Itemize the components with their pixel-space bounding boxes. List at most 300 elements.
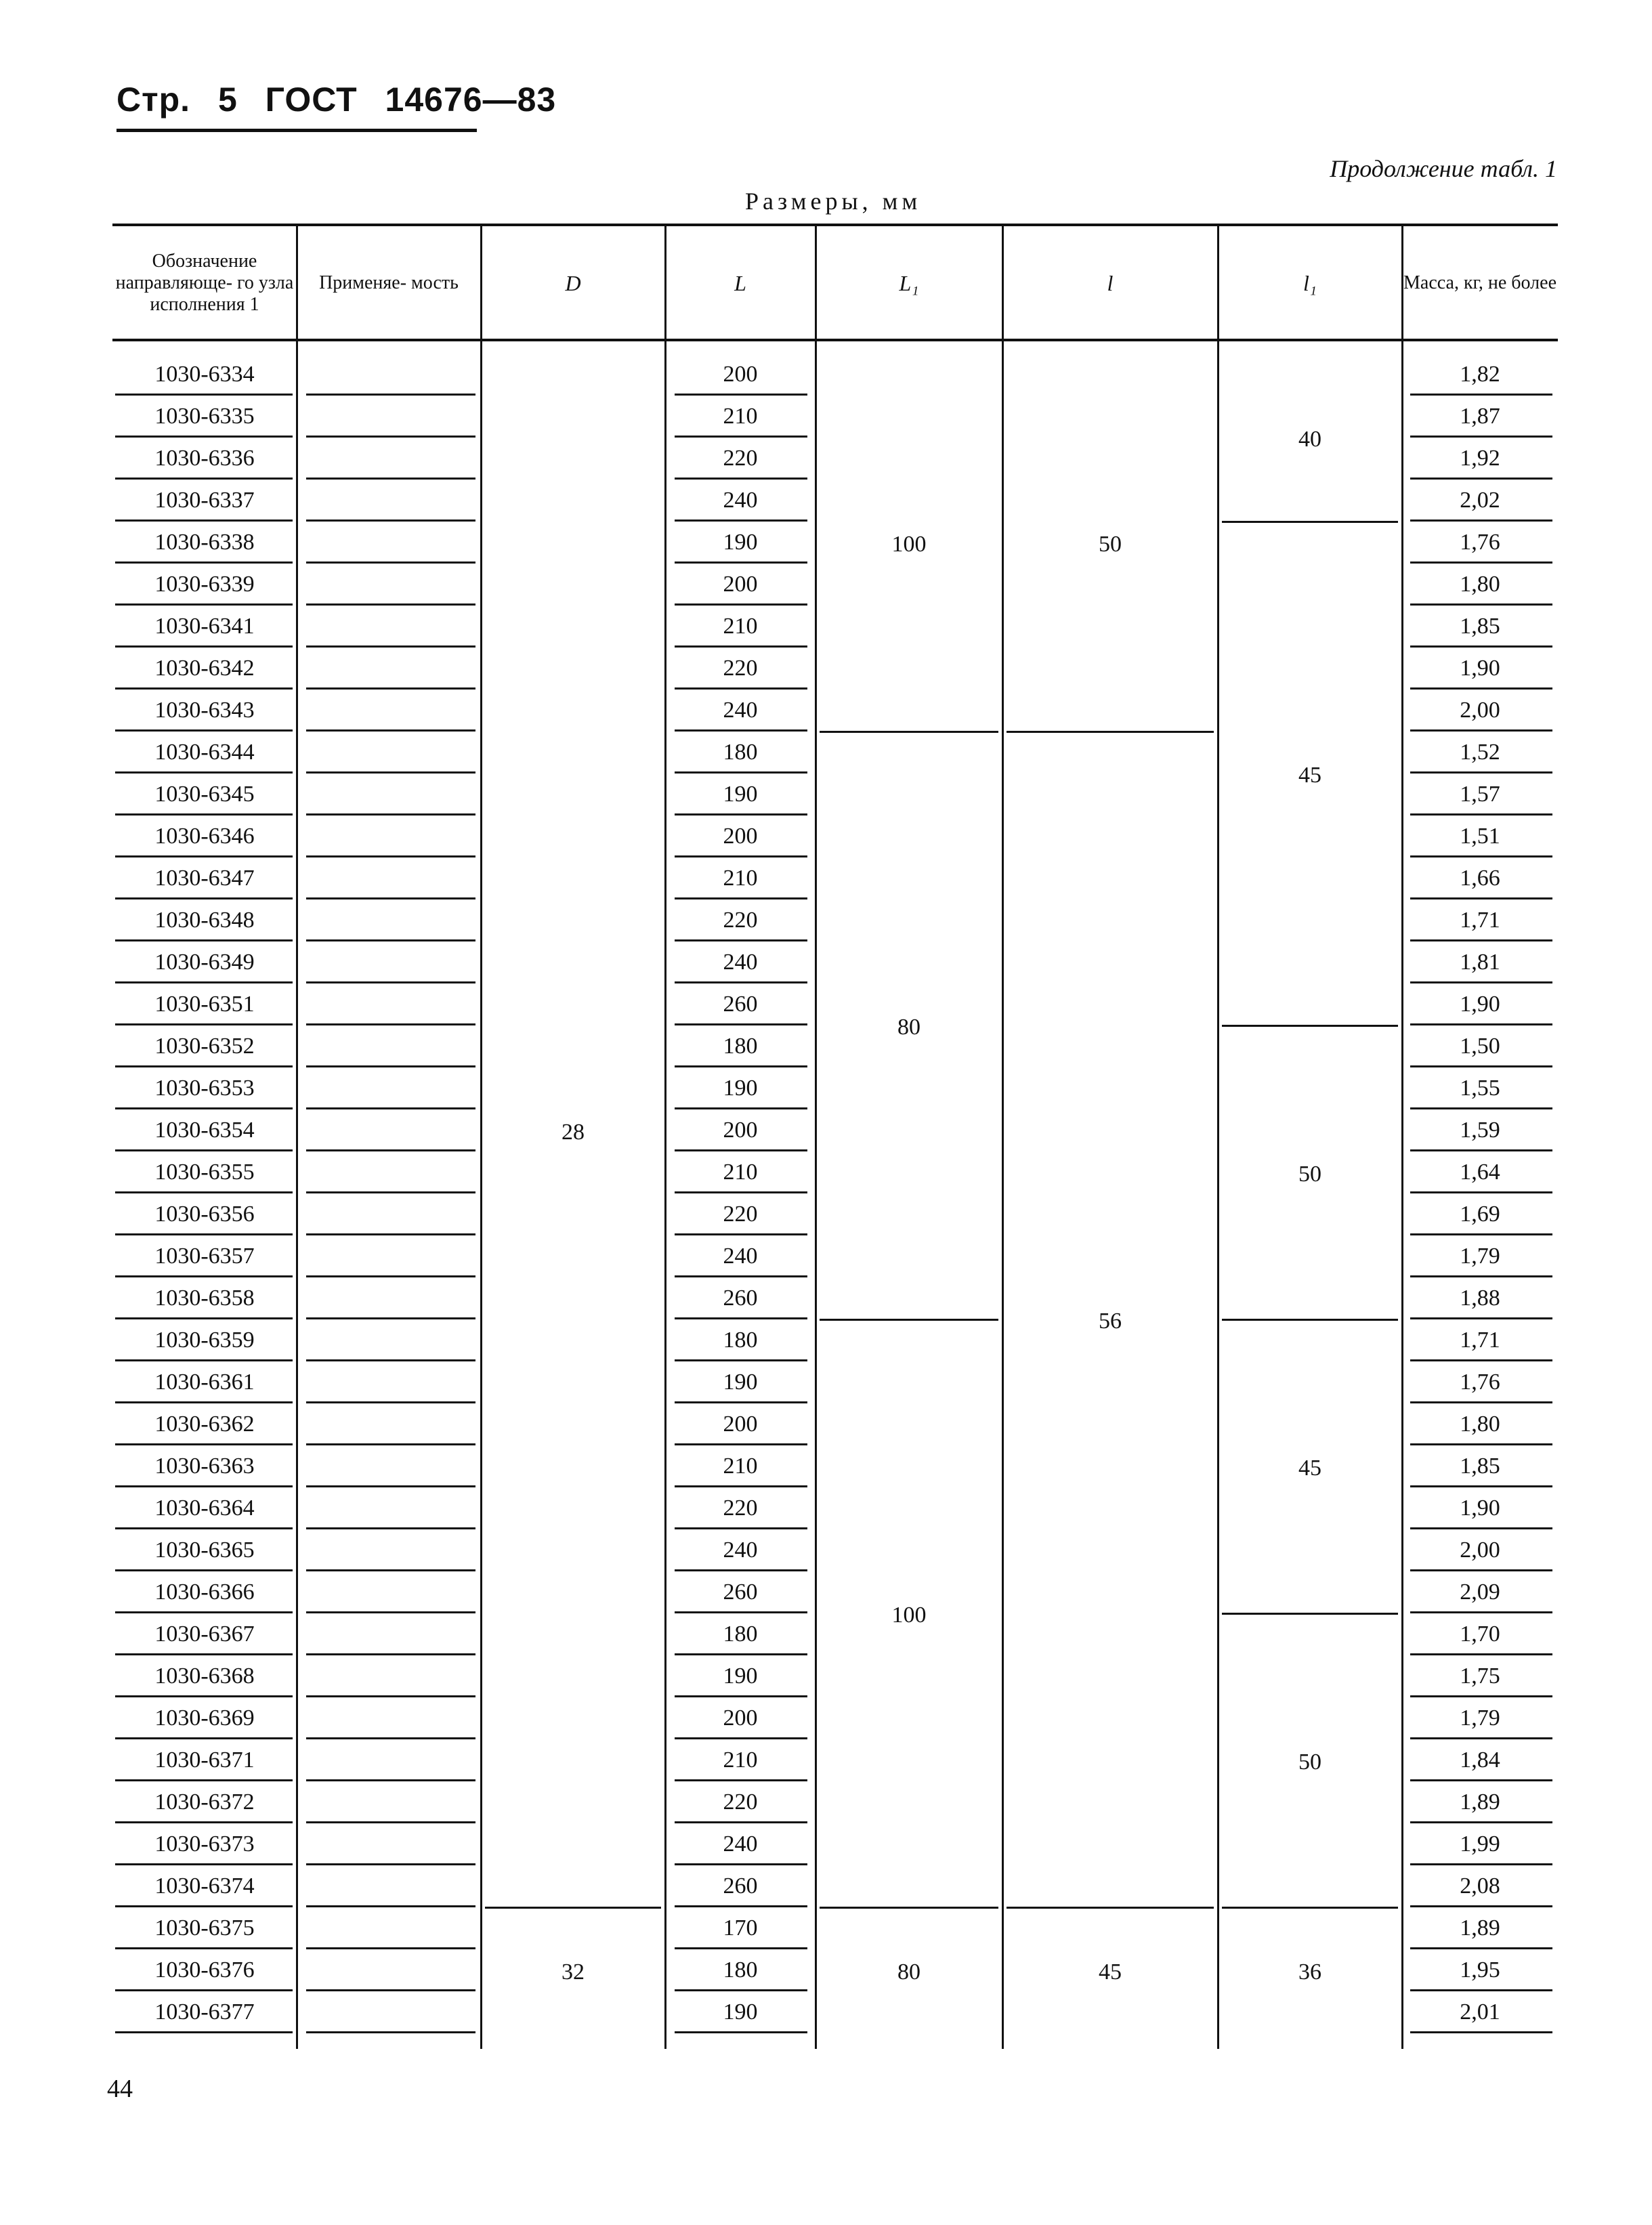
table-top-rule [112, 224, 1558, 226]
row-rule [675, 645, 807, 648]
row-rule [115, 729, 293, 732]
row-rule [115, 771, 293, 774]
mass-cell: 1,81 [1460, 950, 1500, 975]
applicability-cell [306, 436, 475, 438]
row-rule [1410, 645, 1552, 648]
row-rule [1410, 1317, 1552, 1319]
applicability-cell [306, 981, 475, 983]
row-rule [675, 1695, 807, 1697]
mass-cell: 1,90 [1460, 656, 1500, 681]
row-rule [115, 2031, 293, 2033]
mass-cell: 1,57 [1460, 782, 1500, 807]
row-rule [675, 2031, 807, 2033]
L-cell: 210 [723, 404, 758, 429]
row-rule [1410, 1023, 1552, 1025]
row-rule [115, 394, 293, 396]
L-cell: 260 [723, 1873, 758, 1899]
mass-cell: 1,59 [1460, 1118, 1500, 1143]
row-rule [115, 1863, 293, 1865]
row-rule [675, 436, 807, 438]
row-rule [675, 1443, 807, 1445]
row-rule [115, 645, 293, 648]
L-cell: 220 [723, 1496, 758, 1521]
designation-cell: 1030-6355 [154, 1160, 255, 1185]
row-rule [1410, 1695, 1552, 1697]
col-header-applicability: Применяе- мость [319, 272, 459, 293]
applicability-cell [306, 855, 475, 857]
mass-cell: 2,08 [1460, 1873, 1500, 1899]
row-rule [675, 1569, 807, 1571]
designation-cell: 1030-6334 [154, 362, 255, 387]
mass-cell: 1,92 [1460, 446, 1500, 471]
row-rule [1410, 1989, 1552, 1991]
designation-cell: 1030-6344 [154, 740, 255, 765]
l-group-cell: 56 [1099, 1309, 1122, 1334]
applicability-cell [306, 1401, 475, 1403]
applicability-cell [306, 771, 475, 774]
l1-group-cell: 40 [1298, 427, 1321, 452]
col-header-D: D [565, 271, 581, 295]
row-rule [1410, 1191, 1552, 1193]
mass-cell: 1,50 [1460, 1034, 1500, 1059]
row-rule [675, 813, 807, 815]
designation-cell: 1030-6356 [154, 1202, 255, 1227]
designation-cell: 1030-6376 [154, 1957, 255, 1983]
row-rule [115, 1527, 293, 1529]
row-rule [1410, 1359, 1552, 1361]
mass-cell: 1,64 [1460, 1160, 1500, 1185]
applicability-cell [306, 1149, 475, 1151]
l1-group-rule [1222, 521, 1398, 523]
applicability-cell [306, 813, 475, 815]
header-bottom-rule [112, 339, 1558, 341]
l1-group-rule [1222, 1907, 1398, 1909]
row-rule [675, 729, 807, 732]
mass-cell: 1,76 [1460, 1370, 1500, 1395]
row-rule [675, 897, 807, 899]
row-rule [115, 1485, 293, 1487]
designation-cell: 1030-6351 [154, 992, 255, 1017]
row-rule [115, 1989, 293, 1991]
row-rule [115, 520, 293, 522]
L1-group-cell: 100 [891, 1603, 927, 1628]
row-rule [115, 1191, 293, 1193]
row-rule [115, 1569, 293, 1571]
mass-cell: 2,09 [1460, 1580, 1500, 1605]
applicability-cell [306, 1905, 475, 1907]
designation-cell: 1030-6369 [154, 1705, 255, 1731]
designation-cell: 1030-6377 [154, 1999, 255, 2025]
designation-cell: 1030-6371 [154, 1747, 255, 1773]
L1-group-rule [820, 1319, 998, 1321]
row-rule [115, 1359, 293, 1361]
row-rule [1410, 1275, 1552, 1277]
designation-cell: 1030-6348 [154, 908, 255, 933]
row-rule [115, 1779, 293, 1781]
row-rule [675, 1275, 807, 1277]
page-label: Стр. [117, 81, 191, 119]
col-header-designation: Обозначение направляюще- го узла исполнения 1 [115, 251, 294, 315]
mass-cell: 1,71 [1460, 1328, 1500, 1353]
l1-group-rule [1222, 1025, 1398, 1027]
row-rule [675, 561, 807, 564]
row-rule [115, 1401, 293, 1403]
l1-group-cell: 45 [1298, 1456, 1321, 1481]
row-rule [115, 939, 293, 941]
row-rule [1410, 1821, 1552, 1823]
row-rule [1410, 1107, 1552, 1109]
L-cell: 180 [723, 1957, 758, 1983]
row-rule [675, 1611, 807, 1613]
row-rule [675, 1863, 807, 1865]
dimensions-caption: Размеры, мм [745, 188, 922, 215]
applicability-cell [306, 1527, 475, 1529]
designation-cell: 1030-6362 [154, 1412, 255, 1437]
L-cell: 180 [723, 1622, 758, 1647]
col-header-L: L [734, 271, 746, 295]
row-rule [675, 394, 807, 396]
applicability-cell [306, 1653, 475, 1655]
applicability-cell [306, 1947, 475, 1949]
row-rule [1410, 1233, 1552, 1235]
applicability-cell [306, 2031, 475, 2033]
col-header-l: l [1107, 271, 1114, 295]
row-rule [675, 981, 807, 983]
designation-cell: 1030-6368 [154, 1664, 255, 1689]
row-rule [675, 1359, 807, 1361]
row-rule [115, 687, 293, 690]
designation-cell: 1030-6366 [154, 1580, 255, 1605]
col-header-mass: Масса, кг, не более [1403, 272, 1556, 293]
mass-cell: 1,85 [1460, 614, 1500, 639]
applicability-cell [306, 1779, 475, 1781]
mass-cell: 1,75 [1460, 1664, 1500, 1689]
row-rule [675, 520, 807, 522]
row-rule [675, 687, 807, 690]
l1-group-cell: 36 [1298, 1959, 1321, 1985]
applicability-cell [306, 645, 475, 648]
L-cell: 210 [723, 1747, 758, 1773]
L-cell: 220 [723, 446, 758, 471]
l-group-cell: 45 [1099, 1959, 1122, 1985]
header-rule [117, 129, 477, 132]
applicability-cell [306, 687, 475, 690]
row-rule [115, 561, 293, 564]
row-rule [675, 1527, 807, 1529]
applicability-cell [306, 1821, 475, 1823]
row-rule [1410, 1611, 1552, 1613]
mass-cell: 1,70 [1460, 1622, 1500, 1647]
applicability-cell [306, 1611, 475, 1613]
row-rule [115, 1611, 293, 1613]
row-rule [675, 603, 807, 606]
applicability-cell [306, 1065, 475, 1067]
applicability-cell [306, 1485, 475, 1487]
row-rule [115, 1653, 293, 1655]
applicability-cell [306, 939, 475, 941]
designation-cell: 1030-6349 [154, 950, 255, 975]
row-rule [115, 1023, 293, 1025]
row-rule [1410, 603, 1552, 606]
applicability-cell [306, 1317, 475, 1319]
mass-cell: 1,76 [1460, 530, 1500, 555]
col-header-l1: l₁ [1302, 271, 1317, 295]
designation-cell: 1030-6335 [154, 404, 255, 429]
mass-cell: 1,80 [1460, 572, 1500, 597]
l-group-rule [1007, 731, 1214, 733]
applicability-cell [306, 1695, 475, 1697]
applicability-cell [306, 394, 475, 396]
row-rule [675, 1233, 807, 1235]
row-rule [675, 1065, 807, 1067]
row-rule [675, 1779, 807, 1781]
designation-cell: 1030-6343 [154, 698, 255, 723]
row-rule [115, 1107, 293, 1109]
designation-cell: 1030-6364 [154, 1496, 255, 1521]
mass-cell: 1,88 [1460, 1286, 1500, 1311]
row-rule [115, 1443, 293, 1445]
applicability-cell [306, 1989, 475, 1991]
row-rule [1410, 1779, 1552, 1781]
designation-cell: 1030-6342 [154, 656, 255, 681]
designation-cell: 1030-6373 [154, 1831, 255, 1857]
row-rule [1410, 729, 1552, 732]
designation-cell: 1030-6363 [154, 1454, 255, 1479]
L-cell: 210 [723, 1454, 758, 1479]
mass-cell: 1,95 [1460, 1957, 1500, 1983]
L-cell: 200 [723, 362, 758, 387]
row-rule [1410, 394, 1552, 396]
applicability-cell [306, 1023, 475, 1025]
applicability-cell [306, 1359, 475, 1361]
L-cell: 190 [723, 1370, 758, 1395]
D-group-cell: 28 [562, 1120, 585, 1145]
row-rule [1410, 939, 1552, 941]
L1-group-rule [820, 1907, 998, 1909]
col-header-L1: L₁ [899, 271, 919, 295]
row-rule [1410, 687, 1552, 690]
designation-cell: 1030-6339 [154, 572, 255, 597]
l-group-rule [1007, 1907, 1214, 1909]
L-cell: 210 [723, 866, 758, 891]
L-cell: 240 [723, 488, 758, 513]
row-rule [675, 1401, 807, 1403]
designation-cell: 1030-6367 [154, 1622, 255, 1647]
L-cell: 260 [723, 1580, 758, 1605]
L-cell: 180 [723, 740, 758, 765]
mass-cell: 1,69 [1460, 1202, 1500, 1227]
designation-cell: 1030-6338 [154, 530, 255, 555]
L-cell: 180 [723, 1034, 758, 1059]
L-cell: 170 [723, 1915, 758, 1941]
row-rule [1410, 981, 1552, 983]
row-rule [675, 1947, 807, 1949]
applicability-cell [306, 897, 475, 899]
L-cell: 220 [723, 1789, 758, 1815]
L-cell: 260 [723, 1286, 758, 1311]
row-rule [675, 855, 807, 857]
row-rule [1410, 897, 1552, 899]
mass-cell: 1,89 [1460, 1915, 1500, 1941]
L-cell: 190 [723, 530, 758, 555]
D-group-rule [485, 1907, 661, 1909]
designation-cell: 1030-6337 [154, 488, 255, 513]
mass-cell: 1,51 [1460, 824, 1500, 849]
row-rule [1410, 2031, 1552, 2033]
designation-cell: 1030-6361 [154, 1370, 255, 1395]
row-rule [675, 1485, 807, 1487]
L-cell: 220 [723, 1202, 758, 1227]
L-cell: 190 [723, 1664, 758, 1689]
row-rule [1410, 1401, 1552, 1403]
mass-cell: 1,79 [1460, 1244, 1500, 1269]
row-rule [1410, 1149, 1552, 1151]
mass-cell: 1,55 [1460, 1076, 1500, 1101]
row-rule [115, 478, 293, 480]
L-cell: 220 [723, 656, 758, 681]
designation-cell: 1030-6353 [154, 1076, 255, 1101]
row-rule [675, 771, 807, 774]
designation-cell: 1030-6336 [154, 446, 255, 471]
mass-cell: 2,00 [1460, 1538, 1500, 1563]
designation-cell: 1030-6359 [154, 1328, 255, 1353]
row-rule [1410, 1527, 1552, 1529]
row-rule [1410, 1065, 1552, 1067]
l1-group-rule [1222, 1613, 1398, 1615]
L-cell: 240 [723, 1831, 758, 1857]
L-cell: 200 [723, 572, 758, 597]
mass-cell: 1,85 [1460, 1454, 1500, 1479]
D-group-cell: 32 [562, 1959, 585, 1985]
designation-cell: 1030-6375 [154, 1915, 255, 1941]
L-cell: 200 [723, 1705, 758, 1731]
designation-cell: 1030-6358 [154, 1286, 255, 1311]
standard-number: 14676—83 [385, 81, 557, 119]
row-rule [1410, 1863, 1552, 1865]
row-rule [115, 1149, 293, 1151]
row-rule [115, 855, 293, 857]
row-rule [1410, 1569, 1552, 1571]
mass-cell: 1,66 [1460, 866, 1500, 891]
l1-group-cell: 45 [1298, 763, 1321, 788]
L-cell: 190 [723, 1076, 758, 1101]
mass-cell: 1,90 [1460, 1496, 1500, 1521]
designation-cell: 1030-6347 [154, 866, 255, 891]
applicability-cell [306, 561, 475, 564]
row-rule [675, 1821, 807, 1823]
mass-cell: 1,87 [1460, 404, 1500, 429]
applicability-cell [306, 729, 475, 732]
row-rule [1410, 561, 1552, 564]
L1-group-rule [820, 731, 998, 733]
row-rule [675, 1023, 807, 1025]
l1-group-cell: 50 [1298, 1750, 1321, 1775]
designation-cell: 1030-6341 [154, 614, 255, 639]
applicability-cell [306, 1107, 475, 1109]
row-rule [115, 436, 293, 438]
page-num: 5 [217, 81, 238, 119]
continuation-note: Продолжение табл. 1 [1330, 155, 1557, 182]
designation-cell: 1030-6374 [154, 1873, 255, 1899]
L-cell: 190 [723, 782, 758, 807]
row-rule [115, 1275, 293, 1277]
l-group-cell: 50 [1099, 532, 1122, 557]
L-cell: 200 [723, 1118, 758, 1143]
designation-cell: 1030-6346 [154, 824, 255, 849]
L1-group-cell: 100 [891, 532, 927, 557]
designation-cell: 1030-6354 [154, 1118, 255, 1143]
row-rule [115, 1947, 293, 1949]
L-cell: 240 [723, 1538, 758, 1563]
standard-name: ГОСТ [265, 81, 358, 119]
page-number: 44 [107, 2075, 133, 2103]
row-rule [1410, 1905, 1552, 1907]
mass-cell: 1,82 [1460, 362, 1500, 387]
row-rule [1410, 813, 1552, 815]
row-rule [1410, 1443, 1552, 1445]
row-rule [1410, 520, 1552, 522]
mass-cell: 1,84 [1460, 1747, 1500, 1773]
applicability-cell [306, 520, 475, 522]
row-rule [115, 1695, 293, 1697]
row-rule [675, 1737, 807, 1739]
row-rule [115, 1065, 293, 1067]
row-rule [115, 1821, 293, 1823]
L-cell: 240 [723, 950, 758, 975]
L-cell: 190 [723, 1999, 758, 2025]
mass-cell: 1,99 [1460, 1831, 1500, 1857]
applicability-cell [306, 1863, 475, 1865]
row-rule [115, 1905, 293, 1907]
row-rule [1410, 771, 1552, 774]
designation-cell: 1030-6345 [154, 782, 255, 807]
L-cell: 240 [723, 698, 758, 723]
L-cell: 210 [723, 614, 758, 639]
l1-group-cell: 50 [1298, 1162, 1321, 1187]
row-rule [1410, 436, 1552, 438]
page-header [117, 80, 574, 119]
L-cell: 240 [723, 1244, 758, 1269]
l1-group-rule [1222, 1319, 1398, 1321]
mass-cell: 1,80 [1460, 1412, 1500, 1437]
row-rule [675, 478, 807, 480]
row-rule [115, 897, 293, 899]
row-rule [1410, 855, 1552, 857]
mass-cell: 1,90 [1460, 992, 1500, 1017]
mass-cell: 1,89 [1460, 1789, 1500, 1815]
applicability-cell [306, 603, 475, 606]
row-rule [115, 813, 293, 815]
row-rule [1410, 1947, 1552, 1949]
L-cell: 210 [723, 1160, 758, 1185]
applicability-cell [306, 1275, 475, 1277]
mass-cell: 2,02 [1460, 488, 1500, 513]
row-rule [1410, 1737, 1552, 1739]
row-rule [115, 1233, 293, 1235]
row-rule [675, 1317, 807, 1319]
L-cell: 260 [723, 992, 758, 1017]
mass-cell: 1,71 [1460, 908, 1500, 933]
row-rule [675, 1989, 807, 1991]
designation-cell: 1030-6357 [154, 1244, 255, 1269]
applicability-cell [306, 1191, 475, 1193]
L1-group-cell: 80 [897, 1959, 920, 1985]
designation-cell: 1030-6365 [154, 1538, 255, 1563]
applicability-cell [306, 1569, 475, 1571]
row-rule [675, 939, 807, 941]
L-cell: 180 [723, 1328, 758, 1353]
applicability-cell [306, 478, 475, 480]
